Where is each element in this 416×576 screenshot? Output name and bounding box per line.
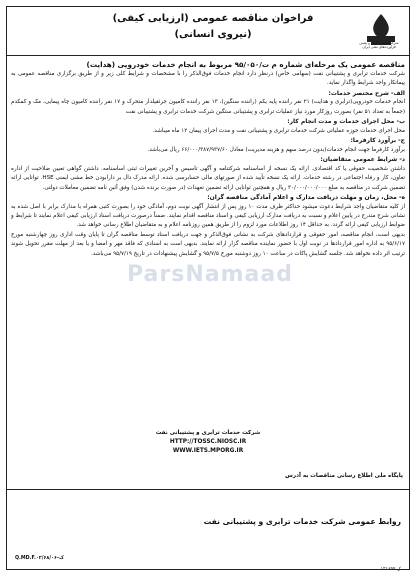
- section-text: محل اجرای خدمات حوزه عملیاتی شرکت خدمات ترابری و پشتیبانی نفت و مدت اجرای پیمان ۱۲ ماه میباشد.: [152, 127, 405, 134]
- section-title: ج- برآورد کارفرما:: [350, 137, 405, 145]
- tender-heading: مناقصه عمومی یک مرحله‌ای شماره م ت/۹۵/۰۵۰ مربوط به انجام خدمات خودرویی (هدایت): [86, 60, 405, 69]
- section-title: الف- شرح مختصر خدمات:: [328, 89, 405, 97]
- section-text: انجام خدمات خودرویی(ترابری و هدایت) ۲۱ نفر راننده پایه یکم (راننده سنگین)، ۱۳ نفر راننده کامیون جرثقیلدار متحرک و ۱۷ نفر راننده کامیون چاه پیمایی، مک و کمکدم (جمعاً به تعداد ۵۱ نفر) بصورت روزکار مورد نیاز عملیات ترابری و پشتیبانی ستگین شرکت خدمات ترابری و پشتیبانی نفت: [11, 99, 405, 115]
- page-subtitle: (نیروی انسانی): [174, 29, 252, 40]
- section-title: د- شرایط عمومی متقاضیان:: [320, 156, 405, 164]
- notice-frame: [6, 6, 410, 570]
- footer-org: روابط عمومی شرکت خدمات ترابری و پشتیبانی نفت: [203, 517, 401, 526]
- section-title: ه- محل، زمان و مهلت دریافت مدارک و اعلام آمادگی مناقصه گران:: [207, 194, 405, 202]
- form-code: Q.MD.F.۰۲/۶۸/۰۶-ک: [15, 556, 64, 561]
- watermark: ParsNamaad: [127, 262, 293, 287]
- section-title: ب- محل اجرای خدمات و مدت انجام کار:: [287, 118, 405, 126]
- logo-caption: شرکت ملی پالایش و پخش فرآورده‌های نفتی ایران: [359, 41, 399, 49]
- page-ref: ک ۱۲۱۶۹۴: [380, 567, 401, 572]
- portal-note: پایگاه ملی اطلاع رسانی مناقصات به آدرس: [285, 473, 403, 479]
- section-text: برآورد کارفرما جهت انجام خدمات(بدون درصد سهم و هزینه مدیریت) معادل ۶۶/۰۰۰/۳۸۷/۹۳۷/۶۰ ریال می‌باشد.: [147, 146, 405, 153]
- section-text: بدیهی است، انجام مناقصه، امور حقوقی و قراردادهای شرکت به نشانی فوق‌الذکر و جهت دریافت اسناد توسط مناقصه گران تا پایان وقت اداری روز چهارشنبه مورخ ۹۵/۶/۱۷ به اداره امور قراردادها در نوبت اول با حضور نماینده مناقصه گزار ارائه نمایند. بدیهی است به اسنادی که فاقد مهر و امضا و یا بعد از مهلت مقرر تحویل شوند ترتیب اثر داده نخواهد شد. جلسه گشایش پاکات در ساعت ۱۰ روز دوشنبه مورخ ۹۵/۷/۵ و گشایش پیشنهادات در تاریخ ۹۵/۷/۱۹ می‌باشد.: [11, 231, 405, 257]
- contact-block: [137, 429, 279, 456]
- notice-header: [7, 7, 409, 56]
- contact-portal-link[interactable]: WWW.IETS.MPORG.IR: [172, 448, 244, 454]
- section-text: از کلیه متقاضیان واجد شرایط دعوت میشود حداکثر ظرف مدت ۱۰ روز پس از انتشار آگهی نوبت دوم، آمادگی خود را بصورت کتبی همراه با مدارک برابر با اصل شده به نشانی شرح مندرج در پایین اعلام و نسبت به دریافت مدارک ارزیابی کیفی و اسناد مناقصه اقدام نمایند. ضمناً درصورت دریافت اسناد ارزیابی کیفی اعلام نمایند تا شرایط و ضوابط ارزیابی کیفی ارائه گردد. به حداقل ۱۴ روز اطلاعات مورد لزوم را از طریق همین روزنامه اعلام و به متقاضیان اطلاع رسانی خواهد شد.: [11, 203, 405, 229]
- contact-site-link[interactable]: HTTP://TOSSC.NIOSC.IR: [169, 439, 247, 445]
- section-text: داشتن شخصیت حقوقی یا کد اقتصادی. ارائه یک نسخه از اساسنامه شرکتنامه و آگهی تاسیس و آخرین تغییرات ثبتی اساسنامه. داشتن گواهی تعیین صلاحیت از اداره تعاون، کار و رفاه اجتماعی در رشته خدمات. ارائه یک نسخه تأیید شده از صورتهای مالی حسابرسی شده. ارائه مدرک دال بر دارابودن خط مشی ایمنی HSE. توانایی ارائه تضمین شرکت در مناقصه به مبلغ ۳۰/۰۰۰/۰۰۰/۰۰۰ ریال و همچنین توانایی ارائه تضمین تعهدات (در صورت برنده شدن) وفق آئین نامه تضمین معاملات دولتی.: [11, 165, 405, 191]
- page-title: فراخوان مناقصه عمومی (ارزیابی کیفی): [112, 13, 314, 24]
- footer-divider: [7, 489, 409, 490]
- contact-org: شرکت خدمات ترابری و پشتیبانی نفت: [155, 430, 261, 436]
- intro-text: شرکت خدمات ترابری و پشتیبانی نفت (سهامی خاص) درنظر دارد انجام خدمات فوق‌الذکر را با مشخصات و شرایط کلی زیر و از طریق برگزاری مناقصه عمومی به پیمانکار واجد شرایط واگذار نماید.: [11, 71, 405, 87]
